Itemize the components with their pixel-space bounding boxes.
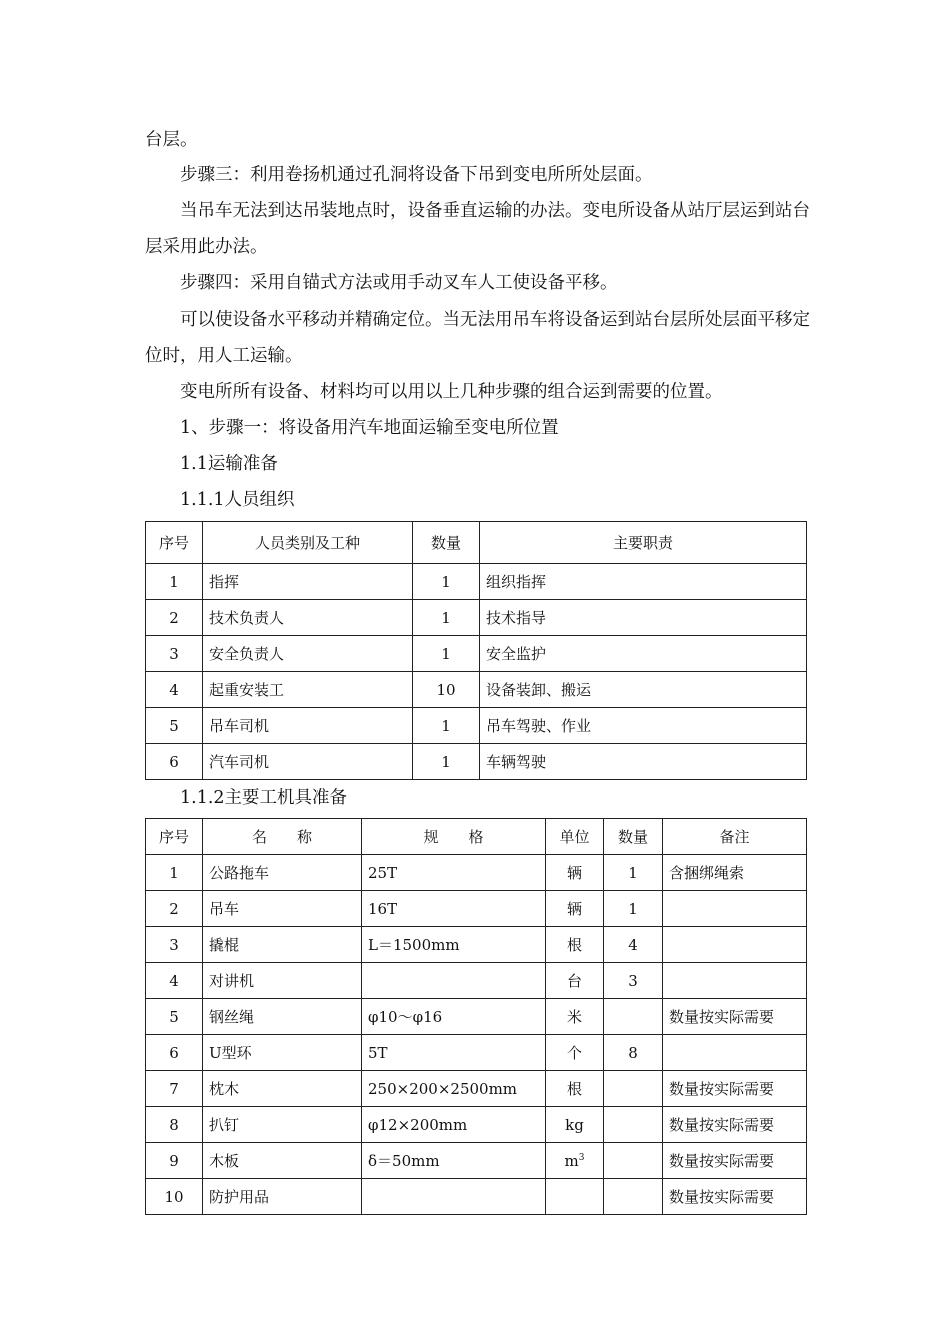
table-cell xyxy=(546,1179,604,1215)
table-cell: 指挥 xyxy=(203,564,413,600)
table-cell xyxy=(663,963,807,999)
table-cell: 组织指挥 xyxy=(480,564,807,600)
table-cell xyxy=(362,1179,546,1215)
subsection-heading: 1.1.2主要工机具准备 xyxy=(180,788,348,808)
table-cell: 汽车司机 xyxy=(203,744,413,780)
table-cell: 车辆驾驶 xyxy=(480,744,807,780)
table-row xyxy=(146,1143,807,1179)
table-cell: 吊车 xyxy=(203,891,362,927)
table-cell xyxy=(362,963,546,999)
table-cell: 7 xyxy=(146,1071,203,1107)
table-row xyxy=(146,744,807,780)
table-cell: 数量按实际需要 xyxy=(663,999,807,1035)
paragraph: 变电所所有设备、材料均可以用以上几种步骤的组合运到需要的位置。 xyxy=(180,382,723,402)
paragraph: 台层。 xyxy=(145,130,198,150)
table-cell: 25T xyxy=(362,855,546,891)
table-cell: 枕木 xyxy=(203,1071,362,1107)
table-cell xyxy=(546,1143,604,1179)
table-cell: 撬棍 xyxy=(203,927,362,963)
table-cell: 起重安装工 xyxy=(203,672,413,708)
table-cell: 5T xyxy=(362,1035,546,1071)
table-cell: 1 xyxy=(604,891,663,927)
table-cell: 公路拖车 xyxy=(203,855,362,891)
table-cell: 6 xyxy=(146,744,203,780)
table-cell: 4 xyxy=(604,927,663,963)
table-cell: 4 xyxy=(146,672,203,708)
table-cell: 1 xyxy=(413,600,480,636)
table-cell: 钢丝绳 xyxy=(203,999,362,1035)
table-cell: 1 xyxy=(413,564,480,600)
table-cell: 6 xyxy=(146,1035,203,1071)
unit-superscript: 3 xyxy=(578,1152,585,1163)
table-row xyxy=(146,564,807,600)
table-header-row xyxy=(146,522,807,564)
table-cell: 设备装卸、搬运 xyxy=(480,672,807,708)
table-cell: 技术负责人 xyxy=(203,600,413,636)
table-cell xyxy=(663,927,807,963)
table-cell: 吊车司机 xyxy=(203,708,413,744)
table-cell: L＝1500mm xyxy=(362,927,546,963)
table-cell: 扒钉 xyxy=(203,1107,362,1143)
subsection-heading: 1.1.1人员组织 xyxy=(180,490,295,510)
table-row xyxy=(146,891,807,927)
table-cell: 安全监护 xyxy=(480,636,807,672)
table-cell: 10 xyxy=(146,1179,203,1215)
table-cell: 吊车驾驶、作业 xyxy=(480,708,807,744)
table-row xyxy=(146,927,807,963)
table-cell: 250×200×2500mm xyxy=(362,1071,546,1107)
table-cell: 5 xyxy=(146,708,203,744)
tools-table xyxy=(145,818,807,1215)
table-row xyxy=(146,672,807,708)
table-cell: 辆 xyxy=(546,891,604,927)
table-cell: 1 xyxy=(413,708,480,744)
header-cell: 数量 xyxy=(413,522,480,564)
header-cell: 序号 xyxy=(146,819,203,855)
table-cell: 数量按实际需要 xyxy=(663,1071,807,1107)
table-row xyxy=(146,1107,807,1143)
header-cell: 备注 xyxy=(663,819,807,855)
table-cell: 1 xyxy=(146,564,203,600)
paragraph: 当吊车无法到达吊装地点时，设备垂直运输的办法。变电所设备从站厅层运到站台层采用此办法。 xyxy=(145,201,810,257)
header-cell: 名 称 xyxy=(203,819,362,855)
table-cell: 技术指导 xyxy=(480,600,807,636)
header-cell: 数量 xyxy=(604,819,663,855)
header-cell: 主要职责 xyxy=(480,522,807,564)
table-row xyxy=(146,1071,807,1107)
table-cell: δ＝50mm xyxy=(362,1143,546,1179)
table-cell: 对讲机 xyxy=(203,963,362,999)
table-cell: 2 xyxy=(146,891,203,927)
table-cell: 1 xyxy=(604,855,663,891)
table-cell: 4 xyxy=(146,963,203,999)
personnel-table xyxy=(145,521,807,780)
table-cell: 8 xyxy=(146,1107,203,1143)
table-cell: 2 xyxy=(146,600,203,636)
table-cell: 含捆绑绳索 xyxy=(663,855,807,891)
table-cell: 3 xyxy=(146,927,203,963)
table-cell: kg xyxy=(546,1107,604,1143)
paragraph: 步骤四：采用自锚式方法或用手动叉车人工使设备平移。 xyxy=(180,273,618,293)
table-cell: 根 xyxy=(546,927,604,963)
table-row xyxy=(146,1179,807,1215)
table-cell: 台 xyxy=(546,963,604,999)
table-cell: 防护用品 xyxy=(203,1179,362,1215)
table-cell: 9 xyxy=(146,1143,203,1179)
table-cell: φ10～φ16 xyxy=(362,999,546,1035)
table-cell xyxy=(604,1071,663,1107)
table-cell xyxy=(663,1035,807,1071)
table-cell: 1 xyxy=(413,744,480,780)
table-row xyxy=(146,1035,807,1071)
table-cell: 安全负责人 xyxy=(203,636,413,672)
table-row xyxy=(146,855,807,891)
table-cell xyxy=(663,891,807,927)
table-cell: U型环 xyxy=(203,1035,362,1071)
unit-text: m xyxy=(564,1151,579,1170)
table-cell: 辆 xyxy=(546,855,604,891)
table-row xyxy=(146,963,807,999)
header-cell: 人员类别及工种 xyxy=(203,522,413,564)
header-cell: 规 格 xyxy=(362,819,546,855)
subsection-heading: 1.1运输准备 xyxy=(180,454,278,474)
table-cell: 数量按实际需要 xyxy=(663,1143,807,1179)
table-cell: 木板 xyxy=(203,1143,362,1179)
table-header-row xyxy=(146,819,807,855)
table-cell: 8 xyxy=(604,1035,663,1071)
table-cell: 10 xyxy=(413,672,480,708)
table-cell: 米 xyxy=(546,999,604,1035)
table-row xyxy=(146,600,807,636)
table-cell: 16T xyxy=(362,891,546,927)
table-row xyxy=(146,999,807,1035)
table-cell: 数量按实际需要 xyxy=(663,1179,807,1215)
table-cell: 1 xyxy=(413,636,480,672)
table-cell: 根 xyxy=(546,1071,604,1107)
table-cell: 5 xyxy=(146,999,203,1035)
header-cell: 单位 xyxy=(546,819,604,855)
table-cell xyxy=(604,1107,663,1143)
table-row xyxy=(146,636,807,672)
table-cell: 个 xyxy=(546,1035,604,1071)
table-cell: 3 xyxy=(604,963,663,999)
paragraph: 步骤三：利用卷扬机通过孔洞将设备下吊到变电所所处层面。 xyxy=(180,165,653,185)
table-cell: φ12×200mm xyxy=(362,1107,546,1143)
table-cell xyxy=(604,1143,663,1179)
section-heading: 1、步骤一：将设备用汽车地面运输至变电所位置 xyxy=(180,418,559,438)
header-cell: 序号 xyxy=(146,522,203,564)
paragraph: 可以使设备水平移动并精确定位。当无法用吊车将设备运到站台层所处层面平移定位时，用人工运输。 xyxy=(145,310,810,366)
table-row xyxy=(146,708,807,744)
table-cell: 1 xyxy=(146,855,203,891)
table-cell: 3 xyxy=(146,636,203,672)
table-cell xyxy=(604,1179,663,1215)
table-cell xyxy=(604,999,663,1035)
table-cell: 数量按实际需要 xyxy=(663,1107,807,1143)
